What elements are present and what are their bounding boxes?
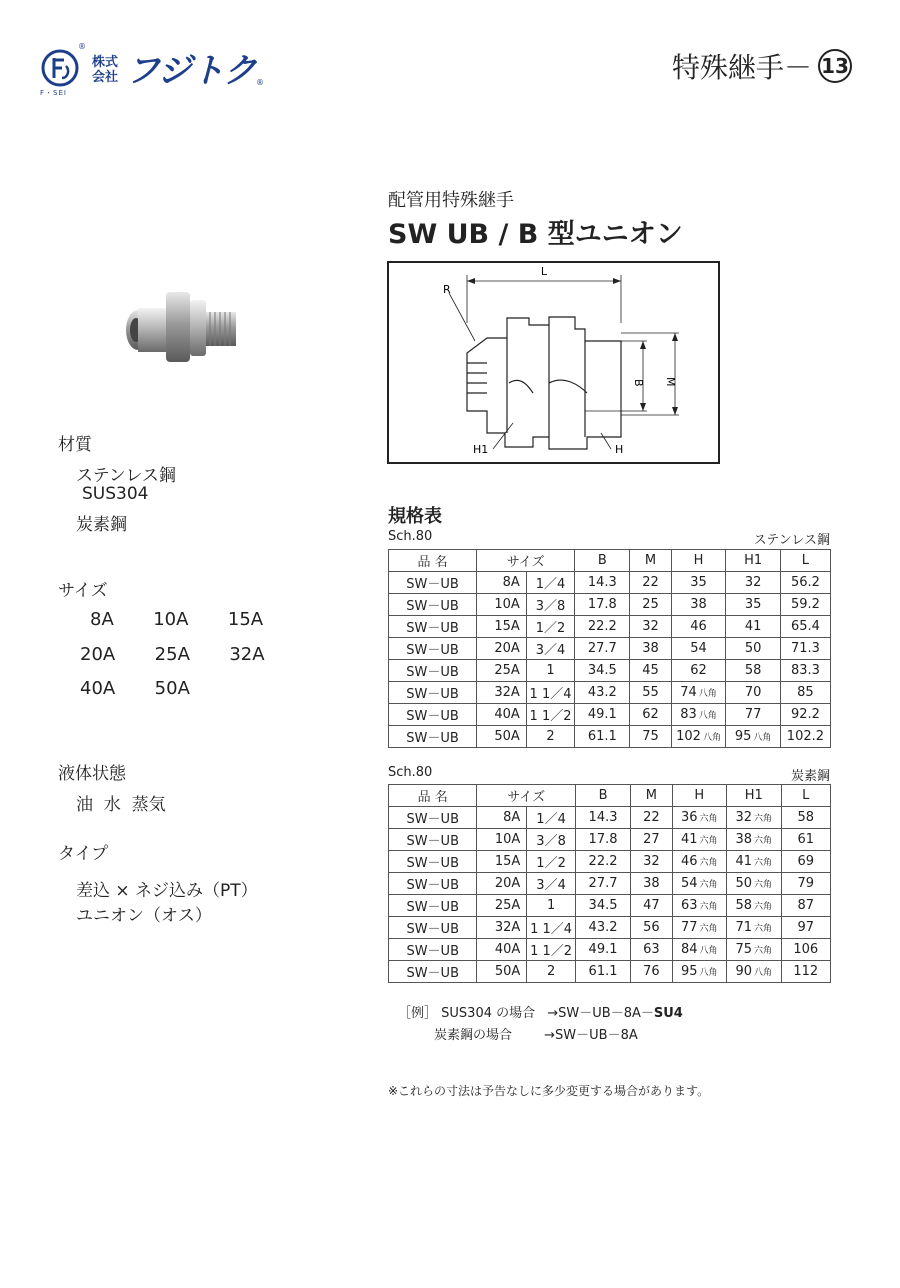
- table-material-label: 炭素鋼: [790, 769, 830, 784]
- size-inch-cell: 1／2: [526, 616, 574, 638]
- h-cell: 36 六角: [672, 807, 726, 829]
- size-inch-cell: 2: [527, 961, 576, 983]
- m-cell: 22: [630, 572, 671, 594]
- h-cell: 54: [671, 638, 726, 660]
- product-name-cell: SW－UB: [389, 939, 477, 961]
- shape-suffix: 六角: [699, 880, 718, 890]
- m-cell: 38: [630, 638, 671, 660]
- l-cell: 85: [780, 682, 830, 704]
- logo-company-name: フジトク: [126, 51, 256, 91]
- product-name-cell: SW－UB: [389, 638, 477, 660]
- header-cell: H: [671, 550, 726, 572]
- registered-mark: ®: [78, 42, 86, 51]
- size-a-cell: 8A: [477, 572, 527, 594]
- table-row: [389, 660, 831, 682]
- size-label: サイズ: [58, 581, 108, 601]
- m-cell: 55: [630, 682, 671, 704]
- table-row: [389, 939, 831, 961]
- shape-suffix: 六角: [699, 858, 718, 868]
- size-a-cell: 10A: [477, 829, 527, 851]
- m-cell: 56: [631, 917, 672, 939]
- disclaimer-note: ※これらの寸法は予告なしに多少変更する場合があります。: [388, 1084, 710, 1098]
- shape-suffix: 六角: [754, 836, 773, 846]
- b-cell: 34.5: [575, 660, 630, 682]
- size-a-cell: 40A: [477, 704, 527, 726]
- material-label: 材質: [58, 435, 92, 455]
- header-cell: H: [672, 785, 726, 807]
- table-row: [389, 638, 831, 660]
- product-name-cell: SW－UB: [389, 895, 477, 917]
- h-cell: 46 六角: [672, 851, 726, 873]
- example-prefix: ［例］: [398, 1006, 438, 1021]
- table-row: [389, 572, 831, 594]
- b-cell: 34.5: [575, 895, 630, 917]
- b-cell: 14.3: [575, 807, 630, 829]
- l-cell: 58: [781, 807, 830, 829]
- h1-cell: 77: [726, 704, 780, 726]
- h-cell: 102 八角: [671, 726, 726, 748]
- h1-cell: 75 六角: [726, 939, 781, 961]
- size-inch-cell: 1 1／4: [526, 682, 574, 704]
- size-inch-cell: 1: [526, 660, 574, 682]
- shape-suffix: 六角: [754, 814, 773, 824]
- header-cell: サイズ: [477, 785, 575, 807]
- h-cell: 77 六角: [672, 917, 726, 939]
- header-cell: L: [781, 785, 830, 807]
- product-name-cell: SW－UB: [389, 660, 477, 682]
- header-cell: M: [631, 785, 672, 807]
- material-line: ステンレス鋼: [76, 466, 176, 486]
- table-row: [389, 616, 831, 638]
- h1-cell: 58: [726, 660, 780, 682]
- b-cell: 43.2: [575, 917, 630, 939]
- h-cell: 54 六角: [672, 873, 726, 895]
- shape-suffix: 八角: [699, 968, 718, 978]
- b-cell: 61.1: [575, 961, 630, 983]
- header-cell: M: [630, 550, 671, 572]
- size-a-cell: 50A: [477, 961, 527, 983]
- table-header-row: [389, 785, 831, 807]
- shape-suffix: 六角: [699, 924, 718, 934]
- logo-kabushiki: 株式: [92, 55, 119, 70]
- shape-suffix: 六角: [699, 836, 718, 846]
- shape-suffix: 六角: [699, 902, 718, 912]
- registered-mark: ®: [256, 78, 264, 87]
- product-name-cell: SW－UB: [389, 961, 477, 983]
- size-a-cell: 40A: [477, 939, 527, 961]
- m-cell: 25: [630, 594, 671, 616]
- product-title: SW UB / B 型ユニオン: [388, 219, 683, 250]
- table-row: [389, 682, 831, 704]
- product-name-cell: SW－UB: [389, 704, 477, 726]
- l-cell: 61: [781, 829, 830, 851]
- page-number-badge: 13: [818, 49, 852, 83]
- m-cell: 75: [630, 726, 671, 748]
- m-cell: 63: [631, 939, 672, 961]
- b-cell: 61.1: [575, 726, 630, 748]
- example-line2-label: 炭素鋼の場合: [434, 1028, 513, 1043]
- logo-kaisha: 会社: [92, 70, 119, 85]
- table-row: [389, 829, 831, 851]
- m-cell: 22: [631, 807, 672, 829]
- l-cell: 87: [781, 895, 830, 917]
- fluid-value: 油 水 蒸気: [76, 795, 166, 815]
- h-cell: 74 八角: [671, 682, 726, 704]
- size-inch-cell: 1／4: [526, 572, 574, 594]
- m-cell: 38: [631, 873, 672, 895]
- header-cell: B: [575, 550, 630, 572]
- table-row: [389, 704, 831, 726]
- h1-cell: 41 六角: [726, 851, 781, 873]
- size-a-cell: 20A: [477, 638, 527, 660]
- fluid-label: 液体状態: [58, 764, 126, 784]
- shape-suffix: 六角: [754, 946, 773, 956]
- size-inch-cell: 3／8: [527, 829, 576, 851]
- product-name-cell: SW－UB: [389, 594, 477, 616]
- material-line: SUS304: [82, 484, 149, 504]
- h-cell: 84 八角: [672, 939, 726, 961]
- spec-heading: 規格表: [388, 506, 442, 527]
- h1-cell: 50 六角: [726, 873, 781, 895]
- l-cell: 97: [781, 917, 830, 939]
- product-name-cell: SW－UB: [389, 572, 477, 594]
- label-M: M: [664, 377, 677, 387]
- table-material-label: ステンレス鋼: [753, 533, 830, 548]
- product-name-cell: SW－UB: [389, 726, 477, 748]
- b-cell: 27.7: [575, 873, 630, 895]
- shape-suffix: 六角: [699, 814, 718, 824]
- shape-suffix: 八角: [698, 689, 717, 699]
- header-cell: 品 名: [389, 785, 477, 807]
- b-cell: 49.1: [575, 704, 630, 726]
- m-cell: 62: [630, 704, 671, 726]
- m-cell: 76: [631, 961, 672, 983]
- example-line1-code: →SW－UB－8A－: [547, 1006, 654, 1021]
- b-cell: 17.8: [575, 829, 630, 851]
- size-a-cell: 25A: [477, 895, 527, 917]
- m-cell: 45: [630, 660, 671, 682]
- size-inch-cell: 1 1／2: [527, 939, 576, 961]
- size-inch-cell: 1 1／2: [526, 704, 574, 726]
- m-cell: 47: [631, 895, 672, 917]
- table-row: [389, 895, 831, 917]
- size-a-cell: 15A: [477, 616, 527, 638]
- l-cell: 69: [781, 851, 830, 873]
- page-title: [672, 46, 852, 86]
- shape-suffix: 八角: [702, 733, 721, 743]
- h-cell: 83 八角: [671, 704, 726, 726]
- table-row: [389, 594, 831, 616]
- product-name-cell: SW－UB: [389, 807, 477, 829]
- header-cell: H1: [726, 785, 781, 807]
- size-row: 20A 25A 32A: [80, 644, 265, 665]
- b-cell: 17.8: [575, 594, 630, 616]
- h-cell: 38: [671, 594, 726, 616]
- product-name-cell: SW－UB: [389, 851, 477, 873]
- b-cell: 27.7: [575, 638, 630, 660]
- union-drawing: [389, 263, 718, 462]
- m-cell: 32: [630, 616, 671, 638]
- product-photo: [118, 280, 248, 375]
- example-line2-code: →SW－UB－8A: [544, 1028, 638, 1043]
- size-inch-cell: 3／4: [526, 638, 574, 660]
- l-cell: 106: [781, 939, 830, 961]
- label-B: B: [632, 379, 645, 387]
- shape-suffix: 八角: [699, 946, 718, 956]
- product-name-cell: SW－UB: [389, 829, 477, 851]
- m-cell: 32: [631, 851, 672, 873]
- label-L: L: [540, 265, 548, 278]
- page-title-text: 特殊継手－: [671, 51, 812, 84]
- spec-table-stainless: [388, 549, 831, 748]
- type-line: 差込 × ネジ込み（PT）: [76, 881, 258, 901]
- product-name-cell: SW－UB: [389, 917, 477, 939]
- label-R: R: [443, 283, 451, 296]
- size-a-cell: 32A: [477, 917, 527, 939]
- h-cell: 62: [671, 660, 726, 682]
- header-cell: サイズ: [477, 550, 575, 572]
- table-row: [389, 726, 831, 748]
- shape-suffix: 八角: [698, 711, 717, 721]
- l-cell: 65.4: [780, 616, 830, 638]
- h-cell: 41 六角: [672, 829, 726, 851]
- h1-cell: 32: [726, 572, 780, 594]
- l-cell: 83.3: [780, 660, 830, 682]
- size-a-cell: 25A: [477, 660, 527, 682]
- label-H1: H1: [473, 443, 489, 456]
- h1-cell: 38 六角: [726, 829, 781, 851]
- size-row: 8A 10A 15A: [90, 609, 264, 630]
- table-row: [389, 917, 831, 939]
- table-row: [389, 851, 831, 873]
- b-cell: 22.2: [575, 616, 630, 638]
- header-cell: 品 名: [389, 550, 477, 572]
- size-a-cell: 32A: [477, 682, 527, 704]
- type-label: タイプ: [58, 844, 109, 864]
- size-row: 40A 50A: [80, 678, 190, 699]
- logo-mark-icon: [40, 48, 80, 88]
- product-subtitle: 配管用特殊継手: [388, 190, 514, 211]
- l-cell: 92.2: [780, 704, 830, 726]
- company-logo: [40, 42, 280, 98]
- b-cell: 14.3: [575, 572, 630, 594]
- shape-suffix: 八角: [754, 968, 773, 978]
- schedule-label: Sch.80: [388, 765, 433, 780]
- product-name-cell: SW－UB: [389, 873, 477, 895]
- size-inch-cell: 3／4: [527, 873, 576, 895]
- h1-cell: 70: [726, 682, 780, 704]
- spec-table-carbon: [388, 784, 831, 983]
- l-cell: 59.2: [780, 594, 830, 616]
- h1-cell: 35: [726, 594, 780, 616]
- size-a-cell: 15A: [477, 851, 527, 873]
- header-cell: L: [780, 550, 830, 572]
- size-inch-cell: 1／2: [527, 851, 576, 873]
- h-cell: 35: [671, 572, 726, 594]
- h1-cell: 90 八角: [726, 961, 781, 983]
- table-row: [389, 961, 831, 983]
- b-cell: 43.2: [575, 682, 630, 704]
- h-cell: 63 六角: [672, 895, 726, 917]
- schedule-label: Sch.80: [388, 529, 433, 544]
- l-cell: 71.3: [780, 638, 830, 660]
- h1-cell: 58 六角: [726, 895, 781, 917]
- size-a-cell: 8A: [477, 807, 527, 829]
- header-cell: H1: [726, 550, 780, 572]
- example-line1-label: SUS304 の場合: [441, 1006, 536, 1021]
- h1-cell: 32 六角: [726, 807, 781, 829]
- l-cell: 102.2: [780, 726, 830, 748]
- h1-cell: 95 八角: [726, 726, 780, 748]
- product-name-cell: SW－UB: [389, 616, 477, 638]
- size-inch-cell: 2: [526, 726, 574, 748]
- size-inch-cell: 1 1／4: [527, 917, 576, 939]
- l-cell: 112: [781, 961, 830, 983]
- shape-suffix: 八角: [753, 733, 772, 743]
- dimension-diagram: [387, 261, 720, 464]
- h-cell: 46: [671, 616, 726, 638]
- size-inch-cell: 1: [527, 895, 576, 917]
- shape-suffix: 六角: [754, 858, 773, 868]
- logo-subtext: F・SEI: [40, 89, 67, 97]
- material-line: 炭素鋼: [76, 515, 127, 535]
- label-H: H: [615, 443, 624, 456]
- table-header-row: [389, 550, 831, 572]
- product-name-cell: SW－UB: [389, 682, 477, 704]
- h1-cell: 71 六角: [726, 917, 781, 939]
- h-cell: 95 八角: [672, 961, 726, 983]
- size-inch-cell: 3／8: [526, 594, 574, 616]
- table-row: [389, 807, 831, 829]
- b-cell: 22.2: [575, 851, 630, 873]
- l-cell: 56.2: [780, 572, 830, 594]
- shape-suffix: 六角: [754, 880, 773, 890]
- b-cell: 49.1: [575, 939, 630, 961]
- header-cell: B: [575, 785, 630, 807]
- shape-suffix: 六角: [754, 902, 773, 912]
- size-inch-cell: 1／4: [527, 807, 576, 829]
- h1-cell: 50: [726, 638, 780, 660]
- example-line1-suffix: SU4: [653, 1006, 683, 1021]
- size-a-cell: 20A: [477, 873, 527, 895]
- table-row: [389, 873, 831, 895]
- h1-cell: 41: [726, 616, 780, 638]
- m-cell: 27: [631, 829, 672, 851]
- size-a-cell: 50A: [477, 726, 527, 748]
- l-cell: 79: [781, 873, 830, 895]
- order-example: [398, 1003, 683, 1047]
- size-a-cell: 10A: [477, 594, 527, 616]
- shape-suffix: 六角: [754, 924, 773, 934]
- type-line: ユニオン（オス）: [76, 906, 212, 926]
